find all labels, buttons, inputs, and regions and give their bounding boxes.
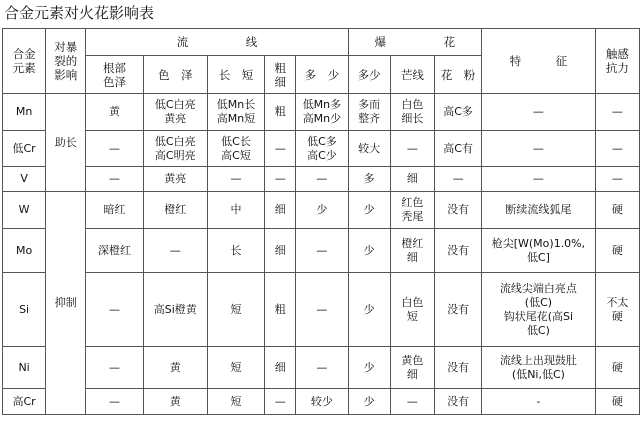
data-cell: 白色 短 [390,273,434,347]
data-cell: 暗红 [86,192,143,229]
data-cell: 少 [348,347,390,389]
data-cell: 黄 [86,94,143,131]
data-cell: 不太 硬 [595,273,639,347]
data-cell: — [434,167,481,192]
data-cell: — [265,389,296,415]
element-cell: 低Cr [3,131,46,167]
data-cell: 红色 秃尾 [390,192,434,229]
data-cell: — [265,131,296,167]
data-cell: 高C多 [434,94,481,131]
data-cell: 深橙红 [86,229,143,273]
data-cell: 少 [348,192,390,229]
data-cell: — [482,131,596,167]
header-burst: 爆 花 [348,29,482,56]
data-cell: 流线上出现鼓肚 (低Ni,低C) [482,347,596,389]
effect-group-cell: 助长 [46,94,86,192]
data-cell: 多 [348,167,390,192]
data-cell: 多而 整齐 [348,94,390,131]
data-cell: 硬 [595,347,639,389]
data-cell: 黄色 细 [390,347,434,389]
data-cell: 低C多 高C少 [296,131,348,167]
data-cell: — [86,273,143,347]
data-cell: — [595,94,639,131]
data-cell: — [296,273,348,347]
data-cell: — [207,167,264,192]
data-cell: 短 [207,347,264,389]
data-cell: 低C长 高C短 [207,131,264,167]
data-cell: 中 [207,192,264,229]
element-cell: 高Cr [3,389,46,415]
data-cell: 橙红 [143,192,207,229]
data-cell: 橙红 细 [390,229,434,273]
data-cell: 短 [207,389,264,415]
data-cell: 没有 [434,389,481,415]
data-cell: 较大 [348,131,390,167]
element-cell: Mo [3,229,46,273]
header-row-1 [3,29,640,56]
subheader-quantity: 多 少 [296,56,348,94]
data-cell: 低Mn长 高Mn短 [207,94,264,131]
data-cell: 少 [296,192,348,229]
table-row [3,273,640,347]
data-cell: 黄 [143,389,207,415]
data-cell: — [86,347,143,389]
data-cell: 粗 [265,273,296,347]
subheader-burst-quantity: 多少 [348,56,390,94]
data-cell: 低Mn多 高Mn少 [296,94,348,131]
subheader-root-color: 根部 色泽 [86,56,143,94]
table-row [3,192,640,229]
data-cell: — [595,167,639,192]
data-cell: — [86,167,143,192]
data-cell: — [296,229,348,273]
alloy-spark-table [2,28,640,415]
data-cell: 断续流线狐尾 [482,192,596,229]
data-cell: — [296,167,348,192]
table-row [3,347,640,389]
data-cell: — [595,131,639,167]
data-cell: 高Si橙黄 [143,273,207,347]
data-cell: 少 [348,389,390,415]
element-cell: W [3,192,46,229]
data-cell: 长 [207,229,264,273]
subheader-length: 长 短 [207,56,264,94]
data-cell: 较少 [296,389,348,415]
data-cell: 白色 细长 [390,94,434,131]
data-cell: 枪尖[W(Mo)1.0%, 低C] [482,229,596,273]
data-cell: 硬 [595,229,639,273]
data-cell: 短 [207,273,264,347]
data-cell: 没有 [434,229,481,273]
data-cell: 细 [265,192,296,229]
data-cell: — [482,94,596,131]
table-row [3,229,640,273]
data-cell: 没有 [434,273,481,347]
effect-group-cell: 抑制 [46,192,86,415]
data-cell: 少 [348,273,390,347]
subheader-color: 色 泽 [143,56,207,94]
data-cell: 黄亮 [143,167,207,192]
data-cell: 细 [265,229,296,273]
subheader-thickness: 粗 细 [265,56,296,94]
data-cell: 细 [265,347,296,389]
data-cell: 没有 [434,347,481,389]
table-row [3,167,640,192]
subheader-awn-line: 芒线 [390,56,434,94]
header-element: 合金 元素 [3,29,46,94]
data-cell: 低C白亮 黄亮 [143,94,207,131]
data-cell: — [86,389,143,415]
data-cell: 低C白亮 高C明亮 [143,131,207,167]
data-cell: — [390,131,434,167]
data-cell: - [482,389,596,415]
element-cell: V [3,167,46,192]
table-row [3,131,640,167]
data-cell: 细 [390,167,434,192]
data-cell: — [265,167,296,192]
data-cell: 没有 [434,192,481,229]
data-cell: 高C有 [434,131,481,167]
data-cell: — [482,167,596,192]
data-cell: 硬 [595,389,639,415]
data-cell: 粗 [265,94,296,131]
page-title: 合金元素对火花影响表 [4,4,155,22]
header-streamline: 流 线 [86,29,348,56]
data-cell: 硬 [595,192,639,229]
data-cell: — [86,131,143,167]
data-cell: 黄 [143,347,207,389]
header-feature: 特 征 [482,29,596,94]
data-cell: 少 [348,229,390,273]
header-sensation: 触感 抗力 [595,29,639,94]
subheader-pollen: 花 粉 [434,56,481,94]
data-cell: — [390,389,434,415]
data-cell: — [143,229,207,273]
element-cell: Mn [3,94,46,131]
element-cell: Ni [3,347,46,389]
table-row [3,389,640,415]
data-cell: — [296,347,348,389]
table-row [3,94,640,131]
data-cell: 流线尖端白亮点 (低C) 钩状尾花(高Si 低C) [482,273,596,347]
header-effect: 对暴 裂的 影响 [46,29,86,94]
element-cell: Si [3,273,46,347]
